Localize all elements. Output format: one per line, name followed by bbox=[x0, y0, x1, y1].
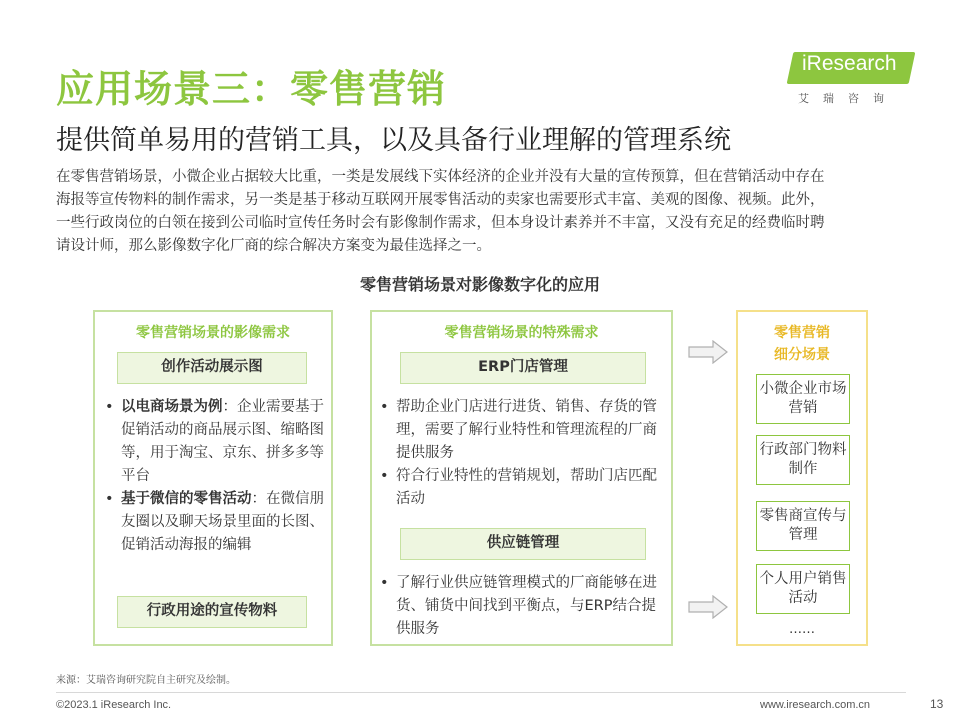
logo-cn-text: 艾瑞咨询 bbox=[798, 92, 898, 105]
bullet-text: ：在微信朋友圈以及聊天场景里面的长图、促销活动海报的编辑 bbox=[121, 491, 324, 553]
middle-bullet-list-2 bbox=[378, 572, 666, 641]
arrow-right-icon bbox=[688, 340, 728, 364]
middle-panel-special-needs bbox=[370, 310, 673, 646]
pill-activity-display: 创作活动展示图 bbox=[117, 352, 307, 384]
bullet-erp-service: • 帮助企业门店进行进货、销售、存货的管理，需要了解行业特性和管理流程的厂商提供服务 bbox=[378, 396, 666, 465]
arrow-right-icon bbox=[688, 595, 728, 619]
scenario-item: 小微企业市场营销 bbox=[756, 374, 850, 424]
page-subtitle: 提供简单易用的营销工具，以及具备行业理解的管理系统 bbox=[56, 125, 731, 156]
right-header-line: 零售营销 bbox=[774, 325, 830, 341]
page-title: 应用场景三：零售营销 bbox=[56, 67, 447, 111]
pill-erp: ERP门店管理 bbox=[400, 352, 646, 384]
page-number: 13 bbox=[930, 697, 944, 711]
bullet-text: ：企业需要基于促销活动的商品展示图、缩略图等，用于淘宝、京东、拼多多等平台 bbox=[121, 399, 324, 484]
scenario-item: 零售商宣传与管理 bbox=[756, 501, 850, 551]
left-bullet-list bbox=[103, 396, 325, 557]
copyright: ©2023.1 iResearch Inc. bbox=[56, 699, 172, 711]
left-panel-demands bbox=[93, 310, 333, 646]
intro-paragraph bbox=[56, 166, 916, 258]
intro-line: 在零售营销场景，小微企业占据较大比重，一类是发展线下实体经济的企业并没有大量的宣传预算，但在营销活动中存在 bbox=[56, 169, 825, 185]
left-panel-header: 零售营销场景的影像需求 bbox=[136, 325, 290, 341]
middle-bullet-list-1 bbox=[378, 396, 666, 511]
bullet-bold: 以电商场景为例 bbox=[121, 399, 223, 415]
middle-panel-header: 零售营销场景的特殊需求 bbox=[444, 325, 599, 341]
scenario-item: 个人用户销售活动 bbox=[756, 564, 850, 614]
iresearch-logo bbox=[790, 46, 920, 108]
bullet-marketing-plan: • 符合行业特性的营销规划，帮助门店匹配活动 bbox=[378, 465, 666, 511]
scenario-more: …… bbox=[789, 622, 815, 637]
right-panel-header bbox=[738, 322, 866, 366]
scenario-item: 行政部门物料制作 bbox=[756, 435, 850, 485]
logo-text: iResearch bbox=[802, 52, 897, 75]
right-header-line: 细分场景 bbox=[774, 347, 830, 363]
pill-supply-chain: 供应链管理 bbox=[400, 528, 646, 560]
bullet-bold: 基于微信的零售活动 bbox=[121, 491, 252, 507]
pill-admin-materials: 行政用途的宣传物料 bbox=[117, 596, 307, 628]
intro-line: 海报等宣传物料的制作需求，另一类是基于移动互联网开展零售活动的卖家也需要形式丰富、美观的图像、视频。此外， bbox=[56, 192, 825, 208]
intro-line: 请设计师，那么影像数字化厂商的综合解决方案变为最佳选择之一。 bbox=[56, 238, 491, 254]
website-link[interactable]: www.iresearch.com.cn bbox=[760, 699, 871, 711]
bullet-wechat bbox=[103, 488, 325, 557]
source-note: 来源：艾瑞咨询研究院自主研究及绘制。 bbox=[56, 675, 236, 686]
right-panel-scenarios bbox=[736, 310, 868, 646]
bullet-ecommerce bbox=[103, 396, 325, 488]
footer-divider bbox=[56, 692, 906, 693]
diagram-title: 零售营销场景对影像数字化的应用 bbox=[359, 275, 600, 294]
bullet-supply-chain: • 了解行业供应链管理模式的厂商能够在进货、铺货中间找到平衡点，与ERP结合提供服务 bbox=[378, 572, 666, 641]
intro-line: 一些行政岗位的白领在接到公司临时宣传任务时会有影像制作需求，但本身设计素养并不丰富，又没有充足的经费临时聘 bbox=[56, 215, 825, 231]
